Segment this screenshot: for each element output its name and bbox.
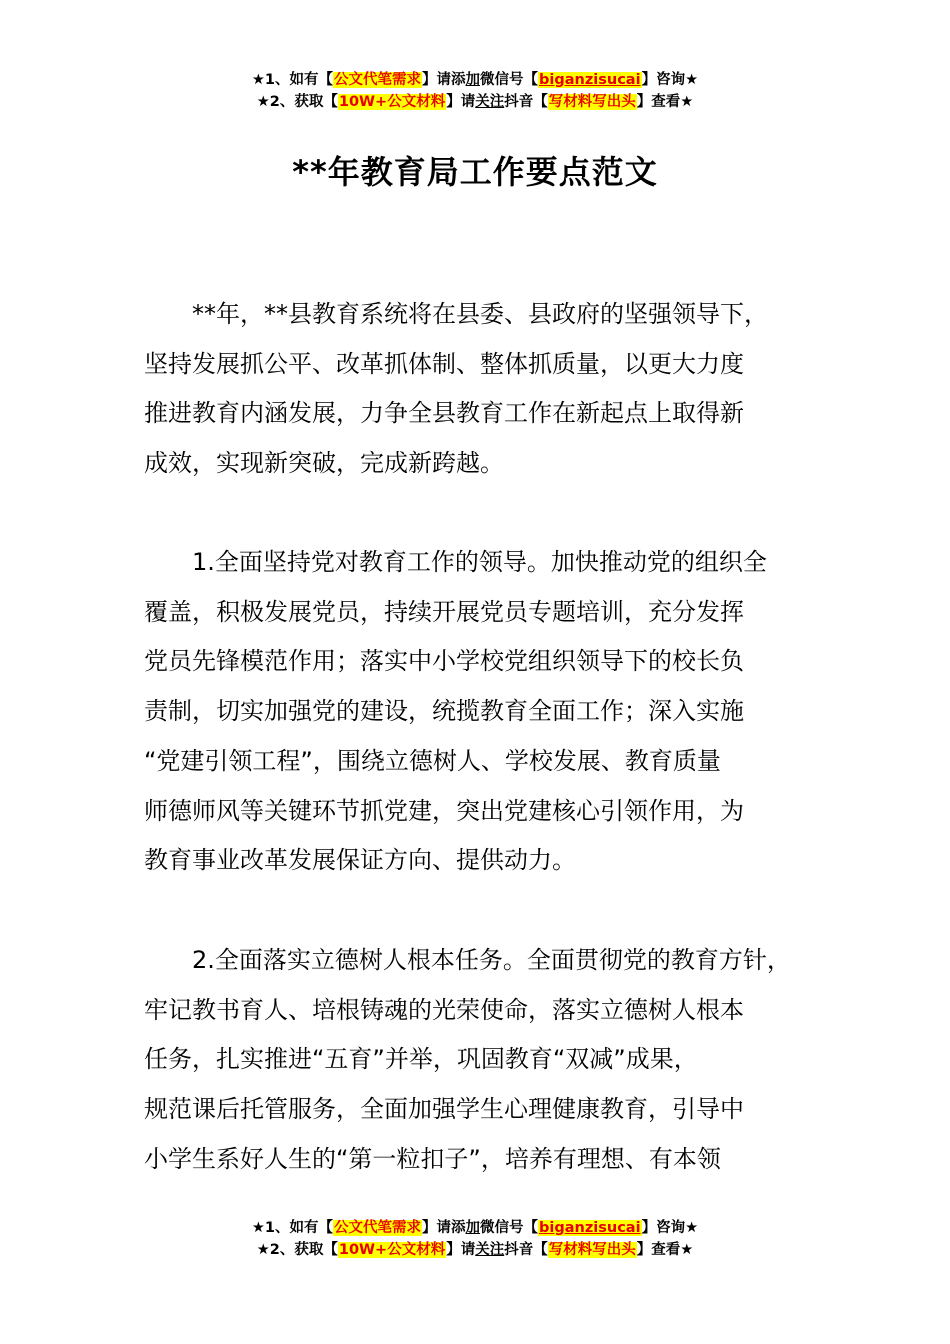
douyin-account: 写材料写出头 xyxy=(548,94,636,110)
highlight-materials: 10W+公文材料 xyxy=(338,94,446,110)
paragraph-moral-education xyxy=(144,936,834,1185)
text-line: 党员先锋模范作用；落实中小学校党组织领导下的校长负 xyxy=(144,647,744,676)
text-line: 推进教育内涵发展，力争全县教育工作在新起点上取得新 xyxy=(144,399,744,428)
page-title: **年教育局工作要点范文 xyxy=(292,153,658,191)
footer-banner xyxy=(0,1217,950,1261)
wechat-id-link[interactable]: biganzisucai xyxy=(539,72,641,88)
text-line: 成效，实现新突破，完成新跨越。 xyxy=(144,449,504,478)
paragraph-intro xyxy=(144,290,834,489)
banner-line-1: ★1、如有【公文代笔需求】请添加微信号【biganzisucai】咨询★ xyxy=(251,72,699,88)
highlight-materials: 10W+公文材料 xyxy=(338,1242,446,1258)
text-line: 2.全面落实立德树人根本任务。全面贯彻党的教育方针， xyxy=(144,946,791,974)
header-banner xyxy=(0,69,950,113)
text-line: **年，**县教育系统将在县委、县政府的坚强领导下， xyxy=(144,300,768,328)
text-line: 师德师风等关键环节抓党建，突出党建核心引领作用，为 xyxy=(144,796,744,825)
banner-line-2: ★2、获取【10W+公文材料】请关注抖音【写材料写出头】查看★ xyxy=(256,94,694,110)
wechat-id-link[interactable]: biganzisucai xyxy=(539,1220,641,1236)
douyin-account: 写材料写出头 xyxy=(548,1242,636,1258)
text-line: 教育事业改革发展保证方向、提供动力。 xyxy=(144,846,576,875)
highlight-service: 公文代笔需求 xyxy=(334,1220,422,1236)
text-line: 坚持发展抓公平、改革抓体制、整体抓质量，以更大力度 xyxy=(144,349,744,378)
text-line: “党建引领工程”，围绕立德树人、学校发展、教育质量 xyxy=(144,746,721,775)
text-line: 责制，切实加强党的建设，统揽教育全面工作；深入实施 xyxy=(144,697,744,726)
text-line: 任务，扎实推进“五育”并举，巩固教育“双减”成果， xyxy=(144,1045,698,1074)
highlight-service: 公文代笔需求 xyxy=(334,72,422,88)
text-line: 小学生系好人生的“第一粒扣子”，培养有理想、有本领 xyxy=(144,1144,721,1173)
banner-line-1: ★1、如有【公文代笔需求】请添加微信号【biganzisucai】咨询★ xyxy=(251,1220,699,1236)
text-line: 覆盖，积极发展党员，持续开展党员专题培训，充分发挥 xyxy=(144,597,744,626)
banner-line-2: ★2、获取【10W+公文材料】请关注抖音【写材料写出头】查看★ xyxy=(256,1242,694,1258)
text-line: 1.全面坚持党对教育工作的领导。加快推动党的组织全 xyxy=(144,548,767,576)
text-line: 牢记教书育人、培根铸魂的光荣使命，落实立德树人根本 xyxy=(144,995,744,1024)
paragraph-party-leadership xyxy=(144,538,834,886)
text-line: 规范课后托管服务，全面加强学生心理健康教育，引导中 xyxy=(144,1095,744,1124)
